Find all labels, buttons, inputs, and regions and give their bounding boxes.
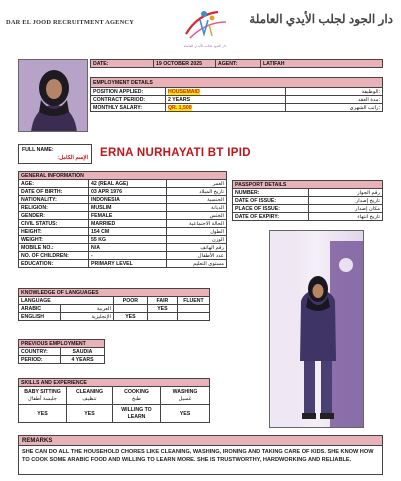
- remarks-box: [18, 435, 383, 475]
- weight-value: 55 KG: [89, 236, 167, 244]
- passport-issue-date-label-ar: تاريخ إصدار: [309, 197, 383, 205]
- passport-expiry-label-ar: تاريخ انتهاء: [309, 213, 383, 221]
- skill-cleaning-value: YES: [67, 405, 113, 423]
- gender-label-ar: الجنس: [167, 212, 227, 220]
- lang-english-name: ENGLISH: [19, 313, 61, 321]
- education-label-ar: مستوى التعليم: [167, 260, 227, 268]
- passport-issue-place-label-ar: مكان إصدار: [309, 205, 383, 213]
- mobile-label: MOBILE NO.:: [19, 244, 89, 252]
- employment-table: [90, 77, 383, 112]
- lang-col-fluent: FLUENT: [177, 297, 209, 305]
- full-name-label-box: [18, 144, 92, 164]
- religion-label-ar: الديانة: [167, 204, 227, 212]
- lang-arabic-fluent: [177, 305, 209, 313]
- age-value: 42 (REAL AGE): [89, 180, 167, 188]
- employment-details-header: EMPLOYMENT DETAILS: [91, 78, 383, 88]
- passport-details-table: [232, 180, 383, 221]
- nationality-label: NATIONALITY:: [19, 196, 89, 204]
- candidate-portrait-photo: [18, 59, 88, 132]
- previous-period-value: 4 YEARS: [61, 356, 105, 364]
- skill-cooking-value: WILLING TO LEARN: [113, 405, 161, 423]
- gender-value: FEMALE: [89, 212, 167, 220]
- previous-employment-header: PREVIOUS EMPLOYMENT: [19, 340, 105, 348]
- height-value: 154 CM: [89, 228, 167, 236]
- religion-value: MUSLIM: [89, 204, 167, 212]
- languages-table: [18, 288, 210, 321]
- nationality-value: INDONESIA: [89, 196, 167, 204]
- previous-employment-table: [18, 339, 105, 364]
- passport-details-header: PASSPORT DETAILS: [233, 181, 383, 189]
- full-name-value: ERNA NURHAYATI BT IPID: [100, 147, 251, 159]
- skill-cooking-ar: طبخ: [131, 395, 142, 402]
- children-label: NO. OF CHILDREN:: [19, 252, 89, 260]
- civil-status-value: MARRIED: [89, 220, 167, 228]
- skill-baby-sitting-value: YES: [19, 405, 67, 423]
- skill-washing-en: WASHING: [172, 388, 198, 395]
- position-label-ar: الوظيفة:: [286, 88, 383, 96]
- skills-header: SKILLS AND EXPERIENCE: [19, 379, 210, 387]
- previous-period-label: PERIOD:: [19, 356, 61, 364]
- date-label: DATE:: [91, 60, 154, 68]
- gender-label: GENDER:: [19, 212, 89, 220]
- skills-table: [18, 378, 210, 423]
- top-details-table: [90, 59, 383, 68]
- general-information-table: [18, 171, 227, 268]
- skill-baby-sitting-ar: جليسة أطفال: [28, 395, 57, 402]
- lang-arabic-name: ARABIC: [19, 305, 61, 313]
- skill-washing-value: YES: [161, 405, 210, 423]
- passport-number-label: NUMBER:: [233, 189, 309, 197]
- contract-period-value: 2 YEARS: [166, 96, 286, 104]
- full-body-figure-icon: [270, 231, 364, 428]
- lang-col-fair: FAIR: [147, 297, 177, 305]
- passport-issue-date-label: DATE OF ISSUE:: [233, 197, 309, 205]
- portrait-figure-icon: [19, 60, 88, 132]
- position-value: HOUSEMAID: [168, 88, 200, 95]
- lang-arabic-poor: [113, 305, 147, 313]
- position-label: POSITION APPLIED:: [91, 88, 166, 96]
- full-name-label: FULL NAME:: [22, 147, 54, 153]
- mobile-label-ar: رقم الهاتف: [167, 244, 227, 252]
- education-label: EDUCATION:: [19, 260, 89, 268]
- previous-country-value: SAUDIA: [61, 348, 105, 356]
- religion-label: RELIGION:: [19, 204, 89, 212]
- mobile-value: N/A: [89, 244, 167, 252]
- passport-expiry-label: DATE OF EXPIRY:: [233, 213, 309, 221]
- general-information-header: GENERAL INFORMATION: [19, 172, 227, 180]
- contract-period-label-ar: مدة العقد:: [286, 96, 383, 104]
- logo-caption: دار الجود لجلب الأيدي العاملة: [183, 44, 227, 48]
- age-label: AGE:: [19, 180, 89, 188]
- skill-baby-sitting-en: BABY SITTING: [24, 388, 61, 395]
- remarks-header: REMARKS: [19, 436, 382, 446]
- skill-baby-sitting-header: [19, 387, 67, 405]
- lang-col-language: LANGUAGE: [19, 297, 114, 305]
- full-name-label-ar: الإسم الكامل:: [57, 155, 88, 161]
- monthly-salary-label-ar: راتب الشهري:: [286, 104, 383, 112]
- skill-cleaning-header: [67, 387, 113, 405]
- date-value: 19 OCTOBER 2025: [154, 60, 216, 68]
- skill-cleaning-ar: تنظيف: [82, 395, 97, 402]
- contract-period-label: CONTRACT PERIOD:: [91, 96, 166, 104]
- nationality-label-ar: الجنسية: [167, 196, 227, 204]
- height-label-ar: الطول: [167, 228, 227, 236]
- age-label-ar: العمر: [167, 180, 227, 188]
- lang-english-fair: [147, 313, 177, 321]
- civil-status-label-ar: الحالة الاجتماعية: [167, 220, 227, 228]
- candidate-full-body-photo: [269, 230, 364, 428]
- children-value: -: [89, 252, 167, 260]
- dob-value: 03 APR 1976: [89, 188, 167, 196]
- passport-number-label-ar: رقم الجواز: [309, 189, 383, 197]
- weight-label-ar: الوزن: [167, 236, 227, 244]
- skill-cooking-header: [113, 387, 161, 405]
- lang-arabic-fair: YES: [147, 305, 177, 313]
- dob-label-ar: تاريخ الميلاد: [167, 188, 227, 196]
- passport-issue-place-label: PLACE OF ISSUE:: [233, 205, 309, 213]
- education-value: PRIMARY LEVEL: [89, 260, 167, 268]
- lang-col-poor: POOR: [113, 297, 147, 305]
- height-label: HEIGHT:: [19, 228, 89, 236]
- skill-washing-ar: غسيل: [178, 395, 192, 402]
- lang-arabic-name-ar: العربية: [61, 305, 114, 313]
- lang-english-poor: YES: [113, 313, 147, 321]
- lang-english-name-ar: الإنجليزية: [61, 313, 114, 321]
- agency-name-en: DAR EL JOOD RECRUITMENT AGENCY: [6, 19, 135, 26]
- spacer: [90, 68, 383, 72]
- skill-cleaning-en: CLEANING: [75, 388, 104, 395]
- agency-logo-icon: [176, 4, 234, 48]
- languages-header: KNOWLEDGE OF LANGUAGES: [19, 289, 210, 297]
- remarks-text: SHE CAN DO ALL THE HOUSEHOLD CHORES LIKE CLEANING, WASHING, IRONING AND TAKING CARE OF KIDS. SHE KNOW HOW TO COOK SOME ARABIC FOOD AND WILLING TO LEARN MORE. SHE IS TRUSTWORTHY, HARDWORKING AND RELIABLE.: [22, 449, 374, 464]
- skill-cooking-en: COOKING: [124, 388, 149, 395]
- agent-label: AGENT:: [216, 60, 261, 68]
- weight-label: WEIGHT:: [19, 236, 89, 244]
- skill-washing-header: [161, 387, 210, 405]
- monthly-salary-value: QR. 1,500: [168, 104, 192, 111]
- monthly-salary-label: MONTHLY SALARY:: [91, 104, 166, 112]
- agent-value: LATIFAH: [261, 60, 383, 68]
- lang-english-fluent: [177, 313, 209, 321]
- children-label-ar: عدد الأطفال: [167, 252, 227, 260]
- agency-name-ar: دار الجود لجلب الأيدي العاملة: [249, 12, 393, 26]
- dob-label: DATE OF BIRTH:: [19, 188, 89, 196]
- previous-country-label: COUNTRY:: [19, 348, 61, 356]
- civil-status-label: CIVIL STATUS:: [19, 220, 89, 228]
